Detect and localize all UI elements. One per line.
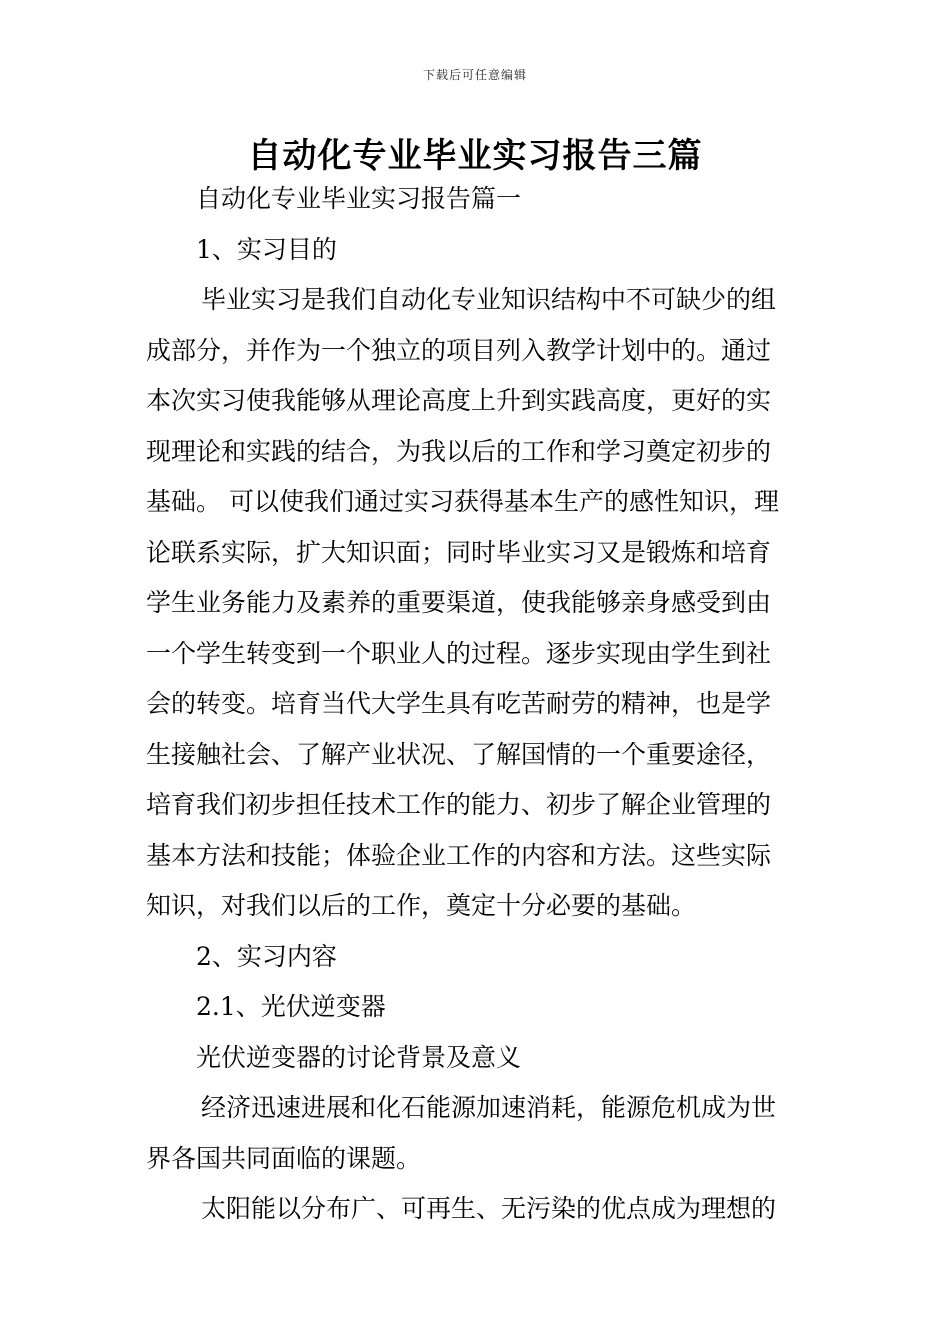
text-line: 1、实习目的 [196,234,337,264]
text-line: 经济迅速进展和化石能源加速消耗，能源危机成为世 [201,1093,777,1122]
text-line: 自动化专业毕业实习报告篇一 [196,184,522,213]
document-body [146,174,806,1235]
text-line: 培育我们初步担任技术工作的能力、初步了解企业管理的 [146,790,772,819]
text-line: 光伏逆变器的讨论背景及意义 [196,1042,522,1072]
text-line: 成部分，并作为一个独立的项目列入教学计划中的。通过 [146,335,772,365]
text-line: 太阳能以分布广、可再生、无污染的优点成为理想的 [201,1194,777,1223]
text-line: 知识，对我们以后的工作，奠定十分必要的基础。 [146,891,697,920]
text-line: 生接触社会、了解产业状况、了解国情的一个重要途径， [146,739,772,769]
text-line: 一个学生转变到一个职业人的过程。逐步实现由学生到社 [146,638,772,668]
text-line: 基本方法和技能；体验企业工作的内容和方法。这些实际 [146,840,772,870]
text-line: 界各国共同面临的课题。 [146,1143,422,1173]
text-line: 会的转变。培育当代大学生具有吃苦耐劳的精神，也是学 [146,689,772,718]
text-line: 现理论和实践的结合，为我以后的工作和学习奠定初步的 [146,436,772,466]
header-note: 下载后可任意编辑 [422,68,527,82]
text-line: 学生业务能力及素养的重要渠道，使我能够亲身感受到由 [146,588,772,617]
text-line: 基础。 可以使我们通过实习获得基本生产的感性知识，理 [146,487,779,516]
text-line: 毕业实习是我们自动化专业知识结构中不可缺少的组 [201,285,777,314]
page-title: 自动化专业毕业实习报告三篇 [247,136,703,176]
text-line: 论联系实际，扩大知识面；同时毕业实习又是锻炼和培育 [146,537,772,567]
text-line: 2.1、光伏逆变器 [196,992,386,1021]
text-line: 2、实习内容 [196,941,337,971]
text-line: 本次实习使我能够从理论高度上升到实践高度，更好的实 [146,386,772,415]
